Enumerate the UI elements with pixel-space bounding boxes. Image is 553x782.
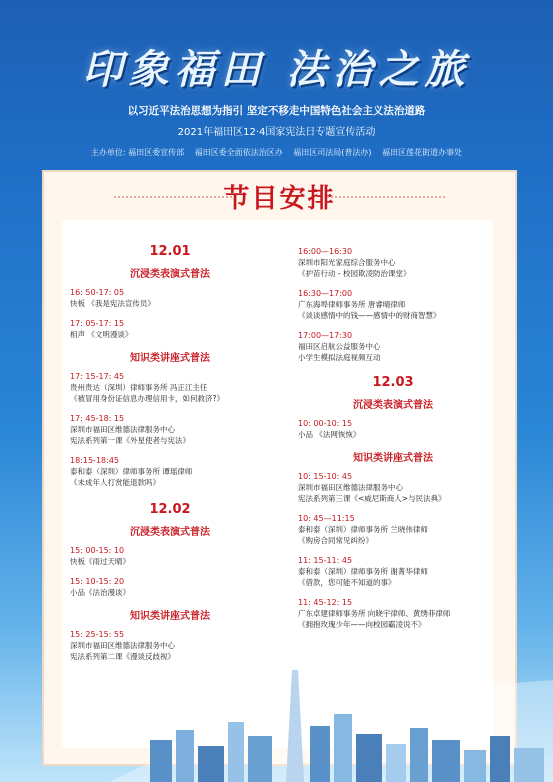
organizers [0, 147, 553, 158]
slogan: 以习近平法治思想为指引 坚定不移走中国特色社会主义法治道路 [127, 105, 426, 117]
program-title: 《护苗行动 - 校园欺凌防治课堂》 [298, 269, 411, 278]
program-item [298, 597, 488, 630]
program-speaker: 深圳市福田区维德法律服务中心 [298, 483, 403, 492]
program-speaker: 广东海埠律师事务所 唐睿晴律师 [298, 300, 406, 309]
program-time: 18:15-18:45 [70, 456, 119, 465]
right-column [298, 246, 488, 639]
program-item [298, 418, 488, 440]
date-heading: 12.02 [149, 502, 191, 517]
program-time: 17: 45-18: 15 [70, 414, 125, 423]
program-item [298, 471, 488, 504]
program-time: 15: 00-15: 10 [70, 546, 125, 555]
program-title: 《未成年人打赏能退款吗》 [70, 478, 160, 487]
program-time: 15: 25-15: 55 [70, 630, 125, 639]
category-heading: 知识类讲座式普法 [130, 611, 210, 622]
program-item [70, 318, 270, 340]
program-item [298, 330, 488, 363]
program-speaker: 福田区启航公益服务中心 [298, 342, 381, 351]
program-time: 15: 10-15: 20 [70, 577, 125, 586]
program-item [70, 576, 270, 598]
program-time: 17:00—17:30 [298, 331, 353, 340]
program-time: 16:30—17:00 [298, 289, 353, 298]
program-speaker: 泰和泰（深圳）律师事务所 兰晓伟律师 [298, 525, 428, 534]
schedule-title: 节目安排 [223, 184, 336, 214]
program-title: 《拥抱玫瑰少年——向校园霸凌说不》 [298, 620, 426, 629]
category-heading: 沉浸类表演式普法 [130, 527, 210, 538]
program-item [70, 287, 270, 309]
program-title: 小品《法治漫谈》 [70, 588, 130, 597]
program-item [298, 246, 488, 279]
program-speaker: 深圳市福田区维德法律服务中心 [70, 641, 175, 650]
program-title: 《购房合同常见纠纷》 [298, 536, 373, 545]
program-time: 17: 15-17: 45 [70, 372, 125, 381]
organizer: 福田区委全面依法治区办 [194, 148, 283, 157]
program-title: 相声 《文明漫谈》 [70, 330, 133, 339]
program-item [298, 555, 488, 588]
program-title: 《被冒用身份证信息办理信用卡，如何救济?》 [70, 394, 224, 403]
date-heading: 12.01 [149, 244, 191, 259]
program-item [70, 455, 270, 488]
organizer: 福田区司法局(普法办) [293, 148, 372, 157]
program-item [298, 513, 488, 546]
category-heading: 知识类讲座式普法 [130, 353, 210, 364]
program-title: 宪法系列第一课《外星使者与宪法》 [70, 436, 190, 445]
program-speaker: 广东卓建律师事务所 向晓宇律师、黄绣菲律师 [298, 609, 451, 618]
program-item [70, 413, 270, 446]
program-title: 小品 《法网恢恢》 [298, 430, 361, 439]
program-time: 16:00—16:30 [298, 247, 353, 256]
program-time: 16: 50-17: 05 [70, 288, 125, 297]
program-speaker: 贵州贵达（深圳）律师事务所 冯正江主任 [70, 383, 208, 392]
program-time: 10: 45—11:15 [298, 514, 355, 523]
program-speaker: 深圳市阳光家庭综合服务中心 [298, 258, 396, 267]
program-speaker: 深圳市福田区维德法律服务中心 [70, 425, 175, 434]
program-item [70, 545, 270, 567]
program-title: 宪法系列第二课《漫谈反歧视》 [70, 652, 175, 661]
program-speaker: 泰和泰（深圳）律师事务所 谭瑶律师 [70, 467, 193, 476]
category-heading: 沉浸类表演式普法 [130, 269, 210, 280]
category-heading: 沉浸类表演式普法 [353, 400, 433, 411]
program-item [70, 371, 270, 404]
program-time: 11: 45-12: 15 [298, 598, 353, 607]
program-title: 《借款，您可能不知道的事》 [298, 578, 396, 587]
program-time: 10: 15-10: 45 [298, 472, 353, 481]
date-heading: 12.03 [372, 375, 414, 390]
program-time: 11: 15-11: 45 [298, 556, 353, 565]
city-skyline-illustration [110, 660, 553, 782]
program-title: 快板《雨过天晴》 [70, 557, 130, 566]
program-title: 快板 《我是宪法宣传员》 [70, 299, 155, 308]
program-title: 《谈谈感情中的钱——感情中的财商智慧》 [298, 311, 441, 320]
program-item [70, 629, 270, 662]
poster-title: 印象福田 法治之旅 [82, 46, 471, 93]
program-time: 17: 05-17: 15 [70, 319, 125, 328]
program-title: 小学生模拟法庭视频互动 [298, 353, 381, 362]
program-item [298, 288, 488, 321]
title-divider-right [327, 196, 445, 198]
event-name: 2021年福田区12·4国家宪法日专题宣传活动 [177, 127, 376, 138]
organizer: 主办单位: 福田区委宣传部 [90, 148, 185, 157]
program-speaker: 泰和泰（深圳）律师事务所 谢菁华律师 [298, 567, 428, 576]
category-heading: 知识类讲座式普法 [353, 453, 433, 464]
program-title: 宪法系列第三课《<威尼斯商人>与民法典》 [298, 494, 446, 503]
organizer: 福田区莲花街道办事处 [382, 148, 463, 157]
left-column [70, 244, 270, 671]
program-time: 10: 00-10: 15 [298, 419, 353, 428]
